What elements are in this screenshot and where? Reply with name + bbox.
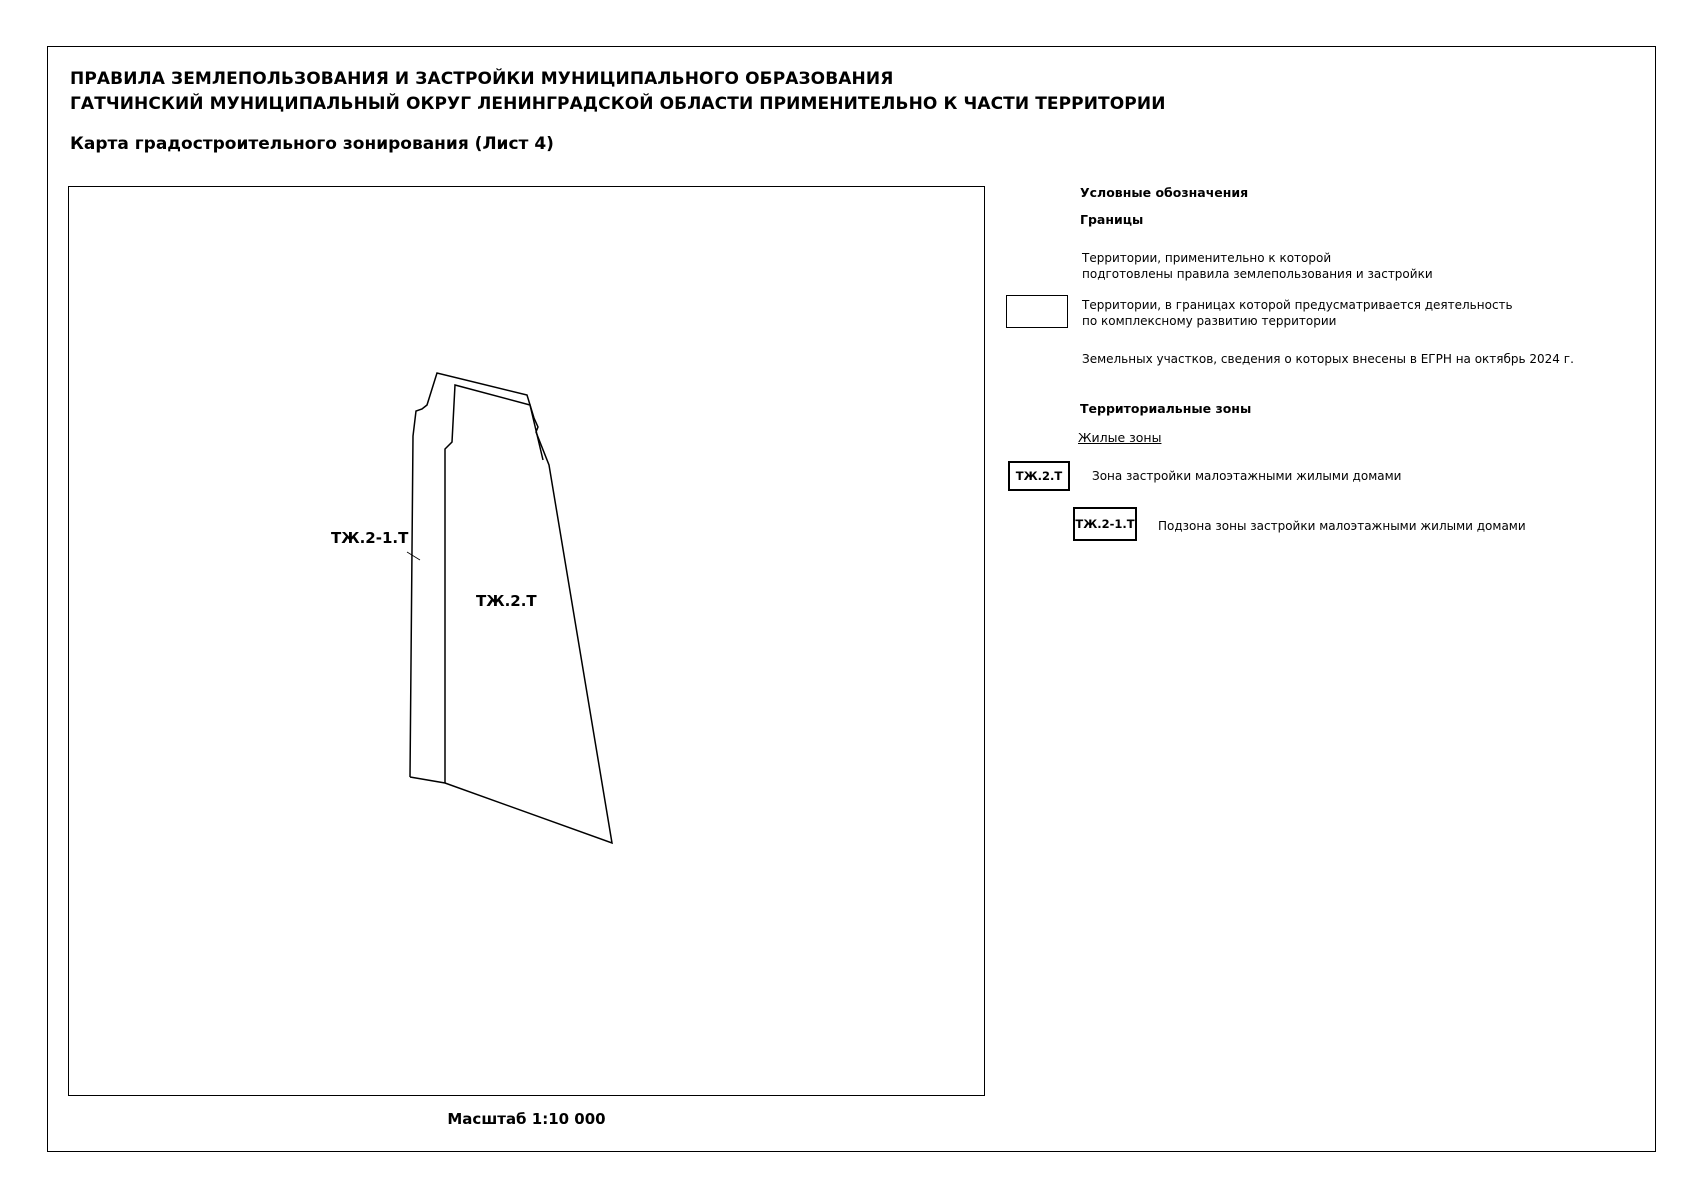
- sheet-subtitle: Карта градостроительного зонирования (Лист 4): [70, 134, 554, 154]
- sheet-title-line1: ПРАВИЛА ЗЕМЛЕПОЛЬЗОВАНИЯ И ЗАСТРОЙКИ МУНИЦИПАЛЬНОГО ОБРАЗОВАНИЯ: [70, 69, 894, 89]
- legend-zones-heading: Территориальные зоны: [1080, 401, 1252, 416]
- legend-zone-text: Зона застройки малоэтажными жилыми домами: [1092, 469, 1402, 483]
- legend-boundaries-heading: Границы: [1080, 212, 1144, 227]
- legend-heading: Условные обозначения: [1080, 185, 1249, 200]
- legend-subzone-text: Подзона зоны застройки малоэтажными жилыми домами: [1158, 519, 1526, 533]
- subzone-label: ТЖ.2-1.Т: [331, 529, 409, 547]
- legend-zone-code-box: ТЖ.2.Т: [1008, 461, 1070, 491]
- legend-residential-heading: Жилые зоны: [1078, 430, 1162, 445]
- zone-boundary: [445, 385, 543, 783]
- zone-label: ТЖ.2.Т: [476, 592, 537, 610]
- legend-subzone-code-box: ТЖ.2-1.Т: [1073, 507, 1137, 541]
- subzone-label-leader: [407, 552, 420, 560]
- sheet-title-line2: ГАТЧИНСКИЙ МУНИЦИПАЛЬНЫЙ ОКРУГ ЛЕНИНГРАДСКОЙ ОБЛАСТИ ПРИМЕНИТЕЛЬНО К ЧАСТИ ТЕРРИТОРИИ: [70, 94, 1166, 114]
- legend-complex-development-swatch: [1006, 295, 1068, 328]
- legend-boundary-item: Территории, применительно к которой подготовлены правила землепользования и застройки: [1082, 251, 1433, 281]
- map-scale: Масштаб 1:10 000: [447, 1110, 606, 1128]
- legend-boundary-item: Территории, в границах которой предусматривается деятельность по комплексному развитию территории: [1082, 298, 1513, 328]
- legend-boundary-item: Земельных участков, сведения о которых внесены в ЕГРН на октябрь 2024 г.: [1082, 352, 1574, 366]
